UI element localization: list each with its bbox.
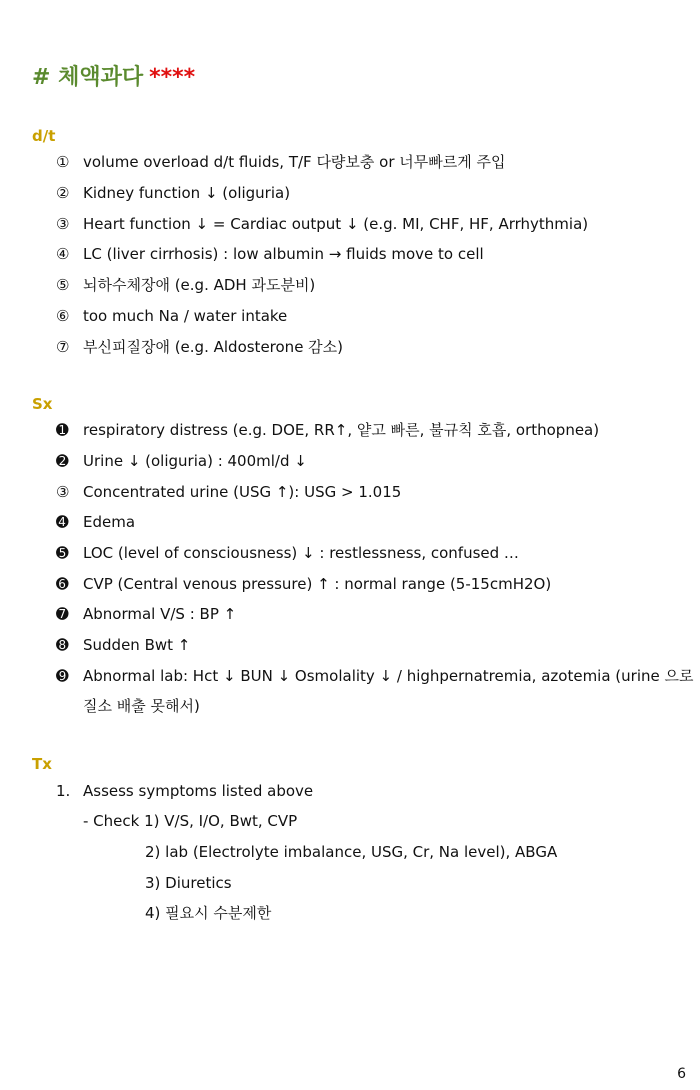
title-text: # 체액과다: [32, 65, 144, 90]
item-text: respiratory distress (e.g. DOE, RR↑, 얕고 빠른, 불규칙 호흡, orthopnea): [83, 421, 600, 439]
item-number: ➑: [56, 636, 69, 654]
dt-item-6: [56, 305, 287, 327]
item-text: Abnormal lab: Hct ↓ BUN ↓ Osmolality ↓ / highpernatremia, azotemia (urine 으로: [83, 667, 694, 685]
sx-item-4: [56, 511, 135, 533]
item-text: Heart function ↓ = Cardiac output ↓ (e.g. MI, CHF, HF, Arrhythmia): [83, 215, 589, 233]
sx-item-2: [56, 450, 307, 472]
sx-item-7: [56, 603, 236, 625]
item-number: ⑦: [56, 338, 70, 356]
sx-item-8: [56, 634, 190, 656]
item-number: ➒: [56, 667, 69, 685]
tx-check-sub-2: 2) lab (Electrolyte imbalance, USG, Cr, Na level), ABGA: [145, 843, 558, 861]
item-number: ➎: [56, 544, 69, 562]
page-title: [32, 60, 195, 91]
item-text: Assess symptoms listed above: [83, 782, 314, 800]
item-text: Edema: [83, 513, 136, 531]
item-text: volume overload d/t fluids, T/F 다량보충 or 너무빠르게 주입: [83, 153, 506, 171]
item-number: ①: [56, 153, 70, 171]
dt-item-3: [56, 213, 588, 235]
tx-item-1: [56, 780, 313, 802]
sx-item-9-continuation: 질소 배출 못해서): [83, 697, 200, 715]
item-number: 1.: [56, 782, 71, 800]
section-heading-tx: Tx: [32, 755, 52, 773]
item-text: Abnormal V/S : BP ↑: [83, 605, 237, 623]
item-number: ②: [56, 184, 70, 202]
item-number: ⑥: [56, 307, 70, 325]
item-text: 부신피질장애 (e.g. Aldosterone 감소): [83, 338, 344, 356]
dt-item-1: [56, 151, 505, 173]
importance-stars: ****: [149, 65, 196, 90]
sx-item-1: [56, 419, 599, 441]
item-text: Urine ↓ (oliguria) : 400ml/d ↓: [83, 452, 307, 470]
item-text: LOC (level of consciousness) ↓ : restlessness, confused …: [83, 544, 519, 562]
item-text: Sudden Bwt ↑: [83, 636, 191, 654]
item-number: ④: [56, 245, 70, 263]
page-number: 6: [677, 1066, 686, 1082]
dt-item-2: [56, 182, 290, 204]
dt-item-4: [56, 243, 484, 265]
item-number: ➋: [56, 452, 69, 470]
item-number: ⑤: [56, 276, 70, 294]
item-number: ➍: [56, 513, 69, 531]
dt-item-7: [56, 336, 343, 358]
section-heading-sx: Sx: [32, 395, 53, 413]
tx-check-sub-3: 3) Diuretics: [145, 874, 232, 892]
sx-item-3: [56, 481, 401, 503]
section-heading-dt: d/t: [32, 127, 56, 145]
item-number: ➊: [56, 421, 69, 439]
dt-item-5: [56, 274, 315, 296]
item-text: LC (liver cirrhosis) : low albumin → fluids move to cell: [83, 245, 484, 263]
item-number: ➐: [56, 605, 69, 623]
sx-item-5: [56, 542, 519, 564]
item-text: Kidney function ↓ (oliguria): [83, 184, 291, 202]
item-text: Concentrated urine (USG ↑): USG > 1.015: [83, 483, 402, 501]
item-number: ➏: [56, 575, 69, 593]
item-number: ③: [56, 483, 70, 501]
tx-check-line: - Check 1) V/S, I/O, Bwt, CVP: [83, 812, 298, 830]
sx-item-6: [56, 573, 551, 595]
item-text: too much Na / water intake: [83, 307, 288, 325]
item-text: CVP (Central venous pressure) ↑ : normal range (5-15cmH2O): [83, 575, 552, 593]
item-text: 뇌하수체장애 (e.g. ADH 과도분비): [83, 276, 316, 294]
sx-item-9: [56, 665, 694, 687]
item-number: ③: [56, 215, 70, 233]
tx-check-sub-4: 4) 필요시 수분제한: [145, 904, 272, 922]
